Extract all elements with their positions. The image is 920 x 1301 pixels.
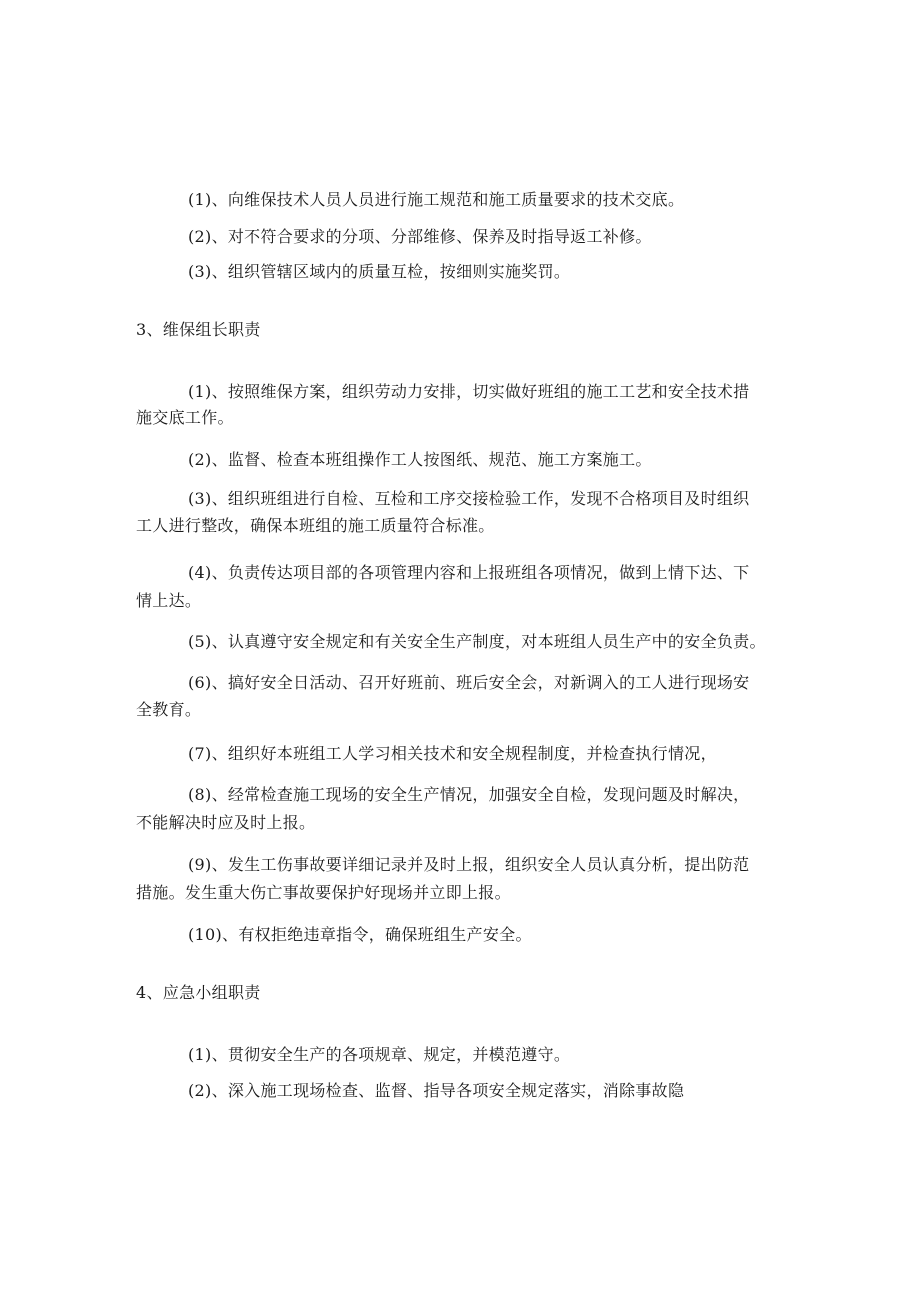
paragraph-s2-item-1: (1)、向维保技术人员人员进行施工规范和施工质量要求的技术交底。	[188, 190, 685, 209]
paragraph-s3-item-8-cont: 不能解决时应及时上报。	[136, 813, 316, 832]
paragraph-s3-item-1-cont: 施交底工作。	[136, 408, 234, 427]
paragraph-s3-item-7: (7)、组织好本班组工人学习相关技术和安全规程制度，并检查执行情况，	[188, 744, 717, 763]
paragraph-s3-item-4: (4)、负责传达项目部的各项管理内容和上报班组各项情况，做到上情下达、下	[188, 563, 750, 582]
paragraph-s3-item-9-cont: 措施。发生重大伤亡事故要保护好现场并立即上报。	[136, 883, 511, 902]
section-4-heading: 4、应急小组职责	[136, 983, 261, 1002]
paragraph-s3-item-3: (3)、组织班组进行自检、互检和工序交接检验工作，发现不合格项目及时组织	[188, 489, 750, 508]
paragraph-s3-item-3-cont: 工人进行整改，确保本班组的施工质量符合标准。	[136, 516, 495, 535]
paragraph-s3-item-5: (5)、认真遵守安全规定和有关安全生产制度，对本班组人员生产中的安全负责。	[188, 632, 766, 651]
paragraph-s4-item-2: (2)、深入施工现场检查、监督、指导各项安全规定落实，消除事故隐	[188, 1081, 685, 1100]
paragraph-s3-item-2: (2)、监督、检查本班组操作工人按图纸、规范、施工方案施工。	[188, 450, 652, 469]
paragraph-s3-item-6: (6)、搞好安全日活动、召开好班前、班后安全会，对新调入的工人进行现场安	[188, 673, 750, 692]
paragraph-s2-item-3: (3)、组织管辖区域内的质量互检，按细则实施奖罚。	[188, 262, 571, 281]
paragraph-s3-item-1: (1)、按照维保方案，组织劳动力安排，切实做好班组的施工工艺和安全技术措	[188, 382, 750, 401]
section-3-heading: 3、维保组长职责	[136, 320, 261, 339]
paragraph-s3-item-9: (9)、发生工伤事故要详细记录并及时上报，组织安全人员认真分析，提出防范	[188, 855, 750, 874]
paragraph-s4-item-1: (1)、贯彻安全生产的各项规章、规定，并模范遵守。	[188, 1045, 571, 1064]
paragraph-s3-item-4-cont: 情上达。	[136, 591, 202, 610]
paragraph-s3-item-8: (8)、经常检查施工现场的安全生产情况，加强安全自检，发现问题及时解决，	[188, 785, 750, 804]
paragraph-s2-item-2: (2)、对不符合要求的分项、分部维修、保养及时指导返工补修。	[188, 227, 652, 246]
paragraph-s3-item-6-cont: 全教育。	[136, 700, 202, 719]
paragraph-s3-item-10: (10)、有权拒绝违章指令，确保班组生产安全。	[188, 925, 532, 944]
